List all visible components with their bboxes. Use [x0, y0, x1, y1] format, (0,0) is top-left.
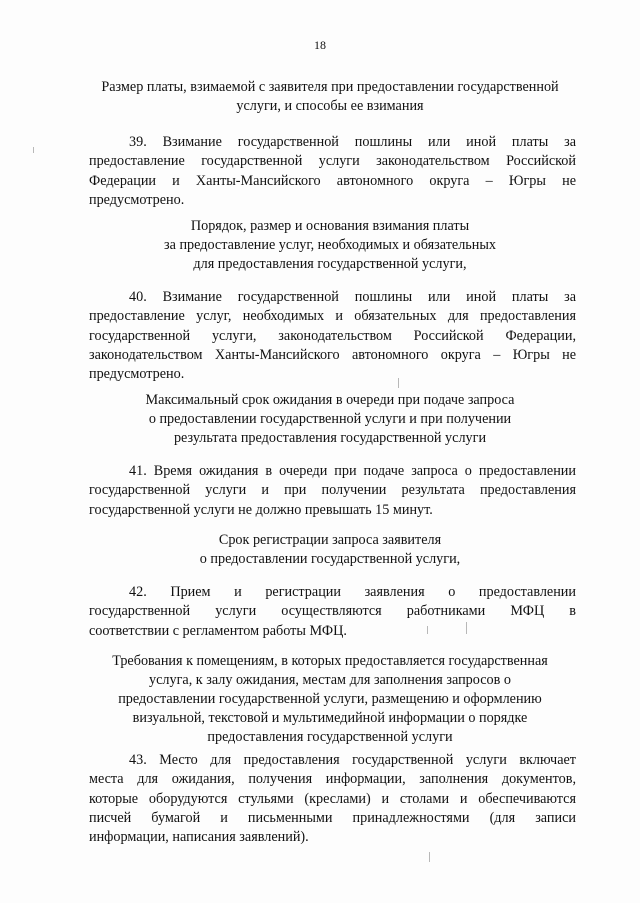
heading-line: результата предоставления государственной услуги: [173, 430, 487, 446]
paragraph-41: [89, 462, 576, 520]
paragraph-line: 43. Место для предоставления государственной услуги включает: [129, 752, 576, 768]
heading-line: предоставления государственной услуги: [207, 729, 453, 745]
heading-line: визуальной, текстовой и мультимедийной информации о порядке: [132, 710, 528, 726]
paragraph-43: [89, 751, 576, 847]
paragraph-40: [89, 288, 576, 384]
section-heading-premises-requirements: [80, 652, 580, 747]
paragraph-line: предусмотрено.: [89, 191, 185, 208]
heading-line: услуга, к залу ожидания, местам для заполнения запросов о: [149, 672, 511, 688]
paragraph-39: [89, 133, 576, 210]
heading-line: Размер платы, взимаемой с заявителя при предоставлении государственной: [101, 79, 559, 95]
scan-speck: [427, 626, 428, 634]
paragraph-line: 42. Прием и регистрации заявления о предоставлении: [129, 584, 576, 600]
heading-line: для предоставления государственной услуги,: [193, 256, 467, 272]
section-heading-queue-time: [80, 391, 580, 448]
heading-line: услуги, и способы ее взимания: [236, 98, 424, 114]
paragraph-line: 41. Время ожидания в очереди при подаче запроса о предоставлении: [129, 463, 576, 479]
heading-line: предоставлении государственной услуги, размещению и оформлению: [118, 691, 542, 707]
heading-line: Требования к помещениям, в которых предоставляется государственная: [112, 653, 548, 669]
paragraph-line: предоставление услуг, необходимых и обязательных для предоставления: [89, 308, 576, 325]
paragraph-line: государственной услуги и при получении результата предоставления: [89, 482, 576, 499]
section-heading-registration-time: [80, 531, 580, 569]
scan-speck: [429, 852, 430, 862]
paragraph-line: 39. Взимание государственной пошлины или иной платы за: [129, 134, 576, 150]
scan-speck: [398, 378, 399, 388]
paragraph-line: предусмотрено.: [89, 366, 185, 383]
paragraph-line: Федерации и Ханты-Мансийского автономного округа – Югры не: [89, 172, 576, 189]
page-number: 18: [314, 38, 326, 52]
heading-line: о предоставлении государственной услуги и при получении: [148, 411, 512, 427]
heading-line: Порядок, размер и основания взимания платы: [190, 218, 470, 234]
paragraph-line: которые оборудуются стульями (креслами) и столами и обеспечиваются: [89, 790, 576, 807]
section-heading-fee-basis: [80, 217, 580, 274]
heading-line: Срок регистрации запроса заявителя: [218, 532, 442, 548]
paragraph-line: информации, написания заявлений).: [89, 829, 309, 846]
scan-speck: [466, 622, 467, 634]
paragraph-line: 40. Взимание государственной пошлины или иной платы за: [129, 289, 576, 305]
paragraph-line: писчей бумагой и письменными принадлежностями (для записи: [89, 809, 576, 826]
paragraph-line: законодательством Ханты-Мансийского автономного округа – Югры не: [89, 346, 576, 363]
section-heading-payment-size: [80, 78, 580, 116]
paragraph-line: предоставление государственной услуги законодательством Российской: [89, 153, 576, 170]
paragraph-line: места для ожидания, получения информации, заполнения документов,: [89, 771, 576, 788]
paragraph-line: государственной услуги не должно превышать 15 минут.: [89, 501, 433, 518]
heading-line: о предоставлении государственной услуги,: [199, 551, 461, 567]
heading-line: Максимальный срок ожидания в очереди при подаче запроса: [145, 392, 515, 408]
paragraph-line: государственной услуги, законодательством Российской Федерации,: [89, 327, 576, 344]
paragraph-line: соответствии с регламентом работы МФЦ.: [89, 622, 347, 639]
scan-speck: [33, 147, 34, 153]
paragraph-42: [89, 583, 576, 641]
heading-line: за предоставление услуг, необходимых и обязательных: [164, 237, 496, 253]
paragraph-line: государственной услуги осуществляются работниками МФЦ в: [89, 603, 576, 620]
